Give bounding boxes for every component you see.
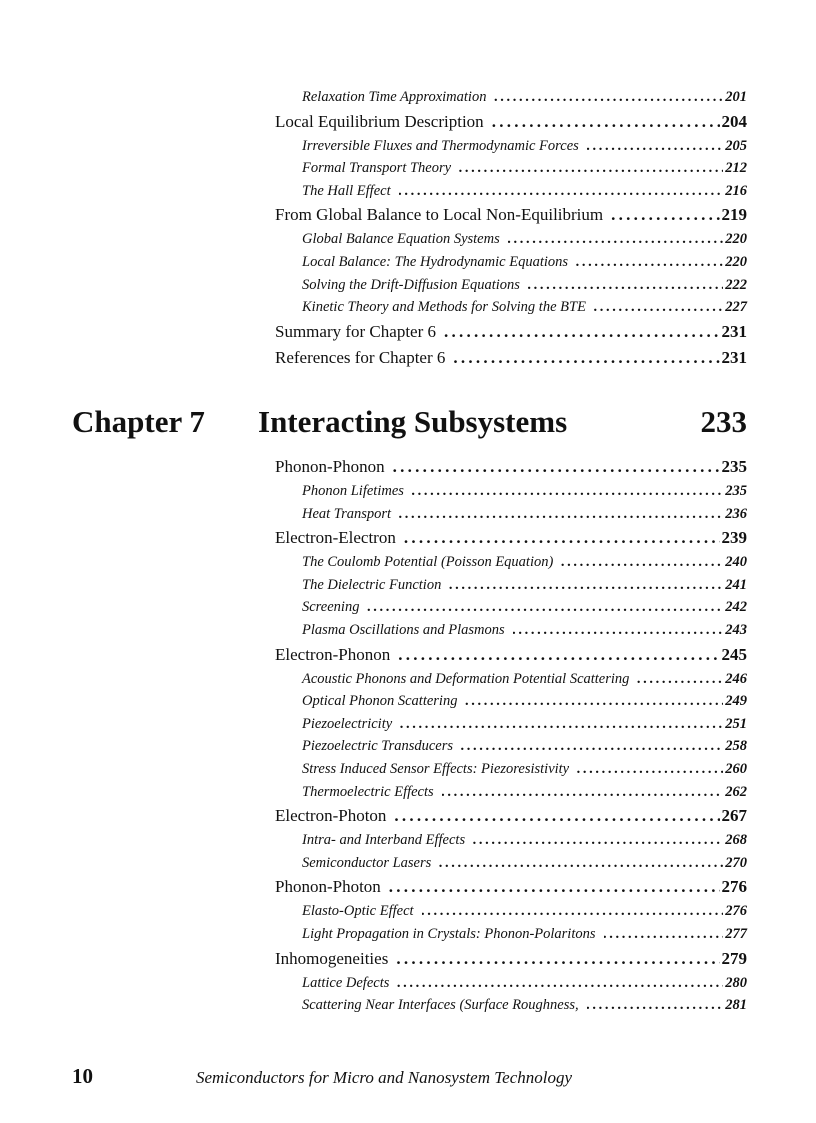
dot-leader bbox=[442, 781, 724, 804]
dot-leader bbox=[399, 503, 723, 526]
toc-list-chapter-6-continued bbox=[275, 86, 747, 371]
toc-entry-page: 231 bbox=[721, 321, 747, 341]
toc-subsection-entry bbox=[275, 551, 747, 574]
toc-entry-title: Phonon Lifetimes bbox=[302, 483, 404, 499]
toc-entry-page: 267 bbox=[721, 806, 747, 826]
toc-subsection-entry bbox=[275, 972, 747, 995]
toc-entry-page: 251 bbox=[725, 715, 747, 732]
toc-subsection-entry bbox=[275, 574, 747, 597]
dot-leader bbox=[494, 86, 723, 109]
toc-section-entry bbox=[275, 345, 747, 371]
toc-section-entry bbox=[275, 946, 747, 972]
toc-section-entry bbox=[275, 874, 747, 900]
footer-page-number: 10 bbox=[72, 1064, 93, 1088]
toc-entry-title: Phonon-Photon bbox=[275, 877, 381, 897]
dot-leader bbox=[393, 454, 720, 480]
dot-leader bbox=[587, 994, 724, 1017]
toc-subsection-entry bbox=[275, 596, 747, 619]
toc-entry-page: 201 bbox=[725, 89, 747, 105]
dot-leader bbox=[594, 296, 723, 319]
dot-leader bbox=[577, 758, 723, 781]
toc-entry-page: 239 bbox=[721, 528, 747, 548]
dot-leader bbox=[439, 852, 723, 875]
toc-subsection-entry bbox=[275, 503, 747, 526]
toc-entry-title: Local Balance: The Hydrodynamic Equations bbox=[302, 253, 569, 270]
dot-leader bbox=[473, 829, 723, 852]
dot-leader bbox=[576, 251, 723, 274]
dot-leader bbox=[587, 135, 723, 158]
dot-leader bbox=[604, 923, 724, 946]
dot-leader bbox=[394, 803, 719, 829]
page-footer bbox=[72, 1064, 752, 1094]
dot-leader bbox=[508, 228, 724, 251]
toc-entry-title: The Dielectric Function bbox=[302, 576, 442, 593]
toc-entry-page: 243 bbox=[725, 621, 747, 638]
toc-subsection-entry bbox=[275, 296, 747, 319]
toc-entry-page: 246 bbox=[725, 670, 747, 687]
dot-leader bbox=[459, 157, 723, 180]
toc-entry-page: 205 bbox=[725, 137, 747, 154]
toc-subsection-entry bbox=[275, 251, 747, 274]
toc-entry-page: 258 bbox=[725, 738, 747, 755]
toc-entry-title: The Coulomb Potential (Poisson Equation) bbox=[302, 554, 554, 571]
toc-subsection-entry bbox=[275, 713, 747, 736]
toc-entry-title: Thermoelectric Effects bbox=[302, 783, 434, 800]
toc-entry-page: 231 bbox=[721, 347, 747, 367]
toc-entry-page: 236 bbox=[725, 505, 747, 522]
toc-subsection-entry bbox=[275, 619, 747, 642]
toc-entry-title: Semiconductor Lasers bbox=[302, 854, 432, 871]
toc-entry-page: 212 bbox=[725, 160, 747, 177]
footer-book-title: Semiconductors for Micro and Nanosystem Technology bbox=[196, 1068, 573, 1087]
toc-entry-title: Plasma Oscillations and Plasmons bbox=[302, 621, 505, 638]
toc-entry-page: 242 bbox=[725, 599, 747, 616]
dot-leader bbox=[399, 180, 724, 203]
toc-entry-title: Light Propagation in Crystals: Phonon-Polaritons bbox=[302, 925, 596, 942]
dot-leader bbox=[397, 972, 723, 995]
toc-subsection-entry bbox=[275, 781, 747, 804]
toc-entry-page: 268 bbox=[725, 832, 747, 849]
toc-entry-title: From Global Balance to Local Non-Equilibrium bbox=[275, 205, 604, 225]
toc-subsection-entry bbox=[275, 829, 747, 852]
dot-leader bbox=[396, 946, 719, 972]
chapter-page-number: 233 bbox=[700, 404, 747, 439]
dot-leader bbox=[561, 551, 723, 574]
toc-subsection-entry bbox=[275, 994, 747, 1017]
dot-leader bbox=[400, 713, 723, 736]
toc-subsection-entry bbox=[275, 180, 747, 203]
toc-subsection-entry bbox=[275, 852, 747, 875]
toc-entry-title: References for Chapter 6 bbox=[275, 347, 446, 367]
toc-entry-title: The Hall Effect bbox=[302, 182, 391, 199]
toc-entry-title: Phonon-Phonon bbox=[275, 457, 385, 476]
toc-subsection-entry bbox=[275, 86, 747, 109]
toc-section-entry bbox=[275, 109, 747, 135]
toc-subsection-entry bbox=[275, 480, 747, 503]
toc-section-entry bbox=[275, 525, 747, 551]
toc-entry-page: 280 bbox=[725, 974, 747, 991]
toc-entry-title: Piezoelectricity bbox=[302, 715, 393, 732]
dot-leader bbox=[611, 202, 719, 228]
toc-entry-title: Intra- and Interband Effects bbox=[302, 832, 466, 849]
toc-section-entry bbox=[275, 803, 747, 829]
dot-leader bbox=[389, 874, 720, 900]
toc-entry-page: 249 bbox=[725, 693, 747, 710]
toc-subsection-entry bbox=[275, 735, 747, 758]
dot-leader bbox=[637, 668, 723, 691]
toc-entry-title: Formal Transport Theory bbox=[302, 160, 452, 177]
toc-entry-title: Stress Induced Sensor Effects: Piezoresistivity bbox=[302, 760, 570, 777]
chapter-heading bbox=[72, 404, 747, 448]
dot-leader bbox=[422, 900, 724, 923]
toc-entry-page: 276 bbox=[725, 903, 747, 920]
toc-entry-page: 260 bbox=[725, 760, 747, 777]
dot-leader bbox=[492, 109, 720, 135]
toc-entry-title: Solving the Drift-Diffusion Equations bbox=[302, 276, 520, 293]
dot-leader bbox=[412, 480, 723, 503]
dot-leader bbox=[404, 525, 720, 551]
dot-leader bbox=[461, 735, 723, 758]
toc-entry-page: 240 bbox=[725, 554, 747, 571]
dot-leader bbox=[513, 619, 724, 642]
toc-entry-page: 262 bbox=[725, 783, 747, 800]
dot-leader bbox=[367, 596, 723, 619]
toc-section-entry bbox=[275, 202, 747, 228]
toc-entry-page: 204 bbox=[721, 111, 747, 131]
toc-entry-title: Electron-Phonon bbox=[275, 644, 391, 664]
dot-leader bbox=[528, 274, 723, 297]
toc-entry-page: 222 bbox=[725, 276, 747, 293]
toc-section-entry bbox=[275, 642, 747, 668]
toc-entry-title: Screening bbox=[302, 599, 360, 616]
toc-subsection-entry bbox=[275, 900, 747, 923]
toc-entry-title: Relaxation Time Approximation bbox=[302, 89, 487, 105]
toc-entry-page: 219 bbox=[721, 205, 747, 225]
toc-entry-page: 220 bbox=[725, 253, 747, 270]
toc-entry-page: 277 bbox=[725, 925, 747, 942]
toc-entry-page: 276 bbox=[721, 877, 747, 897]
toc-entry-page: 270 bbox=[725, 854, 747, 871]
toc-list-chapter-7 bbox=[275, 454, 747, 1017]
dot-leader bbox=[453, 345, 719, 371]
dot-leader bbox=[398, 642, 719, 668]
toc-subsection-entry bbox=[275, 157, 747, 180]
chapter-title: Interacting Subsystems bbox=[258, 404, 568, 439]
toc-entry-title: Heat Transport bbox=[302, 505, 392, 522]
toc-entry-page: 245 bbox=[721, 644, 747, 664]
toc-entry-page: 216 bbox=[725, 182, 747, 199]
toc-entry-page: 279 bbox=[721, 948, 747, 968]
toc-entry-title: Optical Phonon Scattering bbox=[302, 693, 458, 710]
toc-entry-title: Electron-Electron bbox=[275, 528, 396, 548]
toc-entry-title: Kinetic Theory and Methods for Solving the BTE bbox=[302, 299, 586, 316]
toc-entry-title: Summary for Chapter 6 bbox=[275, 321, 436, 341]
toc-subsection-entry bbox=[275, 668, 747, 691]
toc-subsection-entry bbox=[275, 135, 747, 158]
toc-section-entry bbox=[275, 319, 747, 345]
toc-entry-page: 241 bbox=[725, 576, 747, 593]
toc-entry-title: Electron-Photon bbox=[275, 806, 387, 826]
toc-entry-title: Local Equilibrium Description bbox=[275, 111, 484, 131]
toc-entry-title: Global Balance Equation Systems bbox=[302, 231, 500, 248]
toc-section-entry bbox=[275, 454, 747, 480]
toc-entry-page: 220 bbox=[725, 231, 747, 248]
toc-entry-page: 235 bbox=[725, 483, 747, 499]
toc-entry-title: Elasto-Optic Effect bbox=[302, 903, 414, 920]
toc-entry-page: 227 bbox=[725, 299, 747, 316]
toc-entry-title: Lattice Defects bbox=[302, 974, 390, 991]
toc-subsection-entry bbox=[275, 758, 747, 781]
toc-subsection-entry bbox=[275, 228, 747, 251]
toc-entry-title: Irreversible Fluxes and Thermodynamic Forces bbox=[302, 137, 579, 154]
dot-leader bbox=[444, 319, 720, 345]
toc-entry-title: Inhomogeneities bbox=[275, 948, 389, 968]
toc-subsection-entry bbox=[275, 690, 747, 713]
toc-entry-page: 281 bbox=[725, 997, 747, 1014]
toc-entry-title: Piezoelectric Transducers bbox=[302, 738, 454, 755]
toc-subsection-entry bbox=[275, 274, 747, 297]
dot-leader bbox=[449, 574, 723, 597]
dot-leader bbox=[465, 690, 723, 713]
toc-subsection-entry bbox=[275, 923, 747, 946]
chapter-label: Chapter 7 bbox=[72, 404, 205, 439]
toc-entry-page: 235 bbox=[721, 457, 747, 476]
toc-entry-title: Acoustic Phonons and Deformation Potential Scattering bbox=[302, 670, 630, 687]
toc-entry-title: Scattering Near Interfaces (Surface Roughness, bbox=[302, 997, 579, 1014]
